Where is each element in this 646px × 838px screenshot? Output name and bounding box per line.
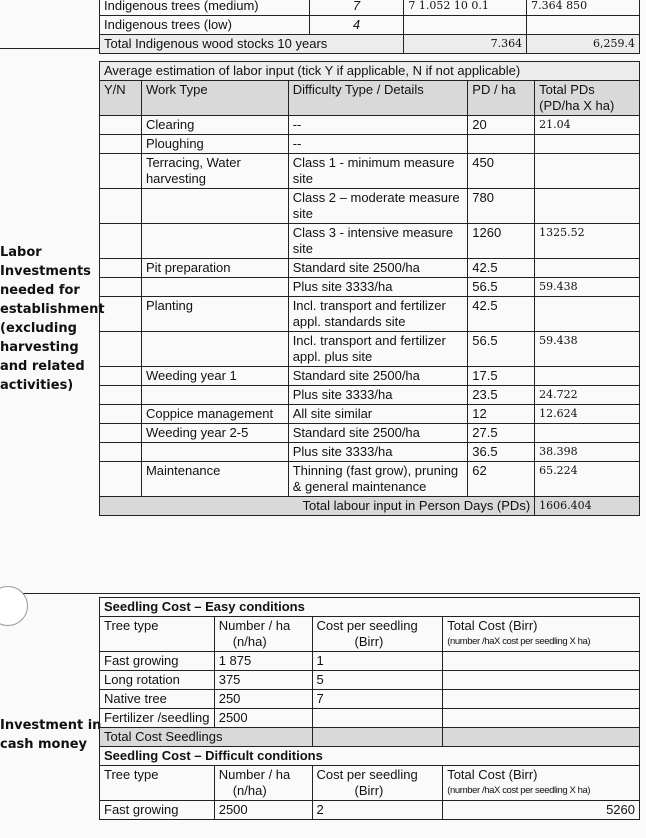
cost-cell: 2: [312, 801, 443, 820]
total-pd-cell: [535, 135, 640, 154]
labor-title: Average estimation of labor input (tick Y if applicable, N if not applicable): [100, 62, 640, 81]
table-row: [100, 278, 640, 297]
header-tree-type: Tree type: [100, 766, 215, 801]
total-cost-cell: [443, 709, 640, 728]
header-total-cost: Total Cost (Birr) (number /haX cost per seedling X ha): [443, 766, 640, 801]
difficulty-cell: Class 1 - minimum measure site: [288, 154, 468, 189]
table-row: [100, 116, 640, 135]
table-row: [100, 801, 640, 820]
table-row: [100, 690, 640, 709]
labor-total-label: Total labour input in Person Days (PDs): [100, 497, 535, 516]
table-row: [100, 259, 640, 278]
work-type-cell: Planting: [141, 297, 288, 332]
table-row: [100, 16, 640, 35]
total-pd-cell: [535, 154, 640, 189]
total-pd-cell: 59.438: [535, 332, 640, 367]
table-row: [100, 462, 640, 497]
yn-cell: [100, 443, 142, 462]
pd-cell: 1260: [468, 224, 535, 259]
pd-cell: 780: [468, 189, 535, 224]
yn-cell: [100, 297, 142, 332]
work-type-cell: [141, 332, 288, 367]
yn-cell: [100, 462, 142, 497]
total-pd-cell: 24.722: [535, 386, 640, 405]
pd-cell: 56.5: [468, 332, 535, 367]
header-work-type: Work Type: [141, 81, 288, 116]
labor-total-value: 1606.404: [535, 497, 640, 516]
table-row: [100, 386, 640, 405]
row-total: 7.364 850: [527, 0, 640, 16]
yn-cell: [100, 332, 142, 367]
total-pd-cell: [535, 367, 640, 386]
work-type-cell: [141, 386, 288, 405]
row-number: 4: [309, 16, 404, 35]
row-total: [527, 16, 640, 35]
total-pd-cell: [535, 189, 640, 224]
number-cell: 250: [214, 690, 312, 709]
header-tree-type: Tree type: [100, 617, 215, 652]
header-number: Number / ha (n/ha): [214, 766, 312, 801]
pd-cell: 20: [468, 116, 535, 135]
work-type-cell: Weeding year 2-5: [141, 424, 288, 443]
table-row: [100, 443, 640, 462]
difficulty-cell: Plus site 3333/ha: [288, 443, 468, 462]
table-row: [100, 424, 640, 443]
difficulty-cell: Standard site 2500/ha: [288, 259, 468, 278]
yn-cell: [100, 367, 142, 386]
yn-cell: [100, 278, 142, 297]
difficulty-cell: Class 2 – moderate measure site: [288, 189, 468, 224]
difficulty-cell: All site similar: [288, 405, 468, 424]
difficulty-cell: --: [288, 116, 468, 135]
header-cost: Cost per seedling (Birr): [312, 766, 443, 801]
difficult-rows: [100, 801, 640, 820]
total-pd-cell: [535, 297, 640, 332]
difficulty-cell: Plus site 3333/ha: [288, 278, 468, 297]
wood-stock-table: [99, 0, 640, 54]
table-row: [100, 135, 640, 154]
table-row: [100, 224, 640, 259]
header-number: Number / ha (n/ha): [214, 617, 312, 652]
difficult-title-row: [100, 747, 640, 766]
pd-cell: 56.5: [468, 278, 535, 297]
cost-cell: 5: [312, 671, 443, 690]
cost-cell: [312, 709, 443, 728]
total-wood-row: [100, 35, 640, 54]
yn-cell: [100, 259, 142, 278]
row-number: 7: [309, 0, 404, 16]
yn-cell: [100, 224, 142, 259]
number-cell: 1 875: [214, 652, 312, 671]
yn-cell: [100, 135, 142, 154]
total-wood-value-2: 6,259.4: [527, 35, 640, 54]
total-pd-cell: 12.624: [535, 405, 640, 424]
difficult-header-row: [100, 766, 640, 801]
total-cost-cell: [443, 671, 640, 690]
work-type-cell: Coppice management: [141, 405, 288, 424]
easy-title: Seedling Cost – Easy conditions: [100, 598, 640, 617]
tree-type-cell: Long rotation: [100, 671, 215, 690]
pd-cell: 17.5: [468, 367, 535, 386]
labor-header-row: [100, 81, 640, 116]
difficulty-cell: Plus site 3333/ha: [288, 386, 468, 405]
table-row: [100, 367, 640, 386]
total-wood-label: Total Indigenous wood stocks 10 years: [100, 35, 404, 54]
table-row: [100, 189, 640, 224]
labor-total-row: [100, 497, 640, 516]
number-cell: 2500: [214, 801, 312, 820]
easy-header-row: [100, 617, 640, 652]
table-row: [100, 652, 640, 671]
yn-cell: [100, 189, 142, 224]
yn-cell: [100, 405, 142, 424]
header-total-cost: Total Cost (Birr) (number /haX cost per seedling X ha): [443, 617, 640, 652]
header-total-pds: Total PDs (PD/ha X ha): [535, 81, 640, 116]
work-type-cell: [141, 189, 288, 224]
divider-line: [0, 593, 640, 594]
difficulty-cell: Standard site 2500/ha: [288, 424, 468, 443]
work-type-cell: [141, 443, 288, 462]
labor-title-row: [100, 62, 640, 81]
yn-cell: [100, 116, 142, 135]
labor-rows: [100, 116, 640, 497]
tree-type-cell: Fast growing: [100, 652, 215, 671]
header-cost: Cost per seedling (Birr): [312, 617, 443, 652]
pd-cell: 23.5: [468, 386, 535, 405]
difficult-title: Seedling Cost – Difficult conditions: [100, 747, 640, 766]
tree-type-cell: Native tree: [100, 690, 215, 709]
work-type-cell: Clearing: [141, 116, 288, 135]
table-row: [100, 405, 640, 424]
yn-cell: [100, 386, 142, 405]
total-pd-cell: 38.398: [535, 443, 640, 462]
pd-cell: 27.5: [468, 424, 535, 443]
work-type-cell: Pit preparation: [141, 259, 288, 278]
seedling-cost-table: [99, 597, 640, 820]
table-row: [100, 297, 640, 332]
pd-cell: 36.5: [468, 443, 535, 462]
total-pd-cell: 59.438: [535, 278, 640, 297]
number-cell: 2500: [214, 709, 312, 728]
table-row: [100, 332, 640, 367]
yn-cell: [100, 424, 142, 443]
work-type-cell: [141, 224, 288, 259]
labor-side-label: Labor Investments needed for establishment (excluding harvesting and related activities): [0, 245, 105, 393]
yn-cell: [100, 154, 142, 189]
punch-hole: [0, 586, 28, 626]
work-type-cell: Maintenance: [141, 462, 288, 497]
pd-cell: 42.5: [468, 297, 535, 332]
row-calc: [404, 16, 527, 35]
easy-total-row: [100, 728, 640, 747]
total-pd-cell: 1325.52: [535, 224, 640, 259]
total-pd-cell: 65.224: [535, 462, 640, 497]
total-pd-cell: [535, 424, 640, 443]
difficulty-cell: Incl. transport and fertilizer appl. standards site: [288, 297, 468, 332]
easy-rows: [100, 652, 640, 728]
difficulty-cell: Incl. transport and fertilizer appl. plus site: [288, 332, 468, 367]
table-row: [100, 671, 640, 690]
cost-cell: 7: [312, 690, 443, 709]
table-row: [100, 709, 640, 728]
pd-cell: 450: [468, 154, 535, 189]
row-calc: 7 1.052 10 0.1: [404, 0, 527, 16]
total-cost-cell: [443, 690, 640, 709]
easy-title-row: [100, 598, 640, 617]
work-type-cell: Ploughing: [141, 135, 288, 154]
header-yn: Y/N: [100, 81, 142, 116]
difficulty-cell: --: [288, 135, 468, 154]
cash-side-label: Investment in cash money: [0, 718, 102, 752]
header-pd-ha: PD / ha: [468, 81, 535, 116]
work-type-cell: Terracing, Water harvesting: [141, 154, 288, 189]
easy-total-label: Total Cost Seedlings: [100, 728, 313, 747]
pd-cell: 62: [468, 462, 535, 497]
labor-table: [99, 61, 640, 516]
total-pd-cell: [535, 259, 640, 278]
divider-line: [0, 48, 100, 49]
pd-cell: 12: [468, 405, 535, 424]
tree-type-cell: Fertilizer /seedling: [100, 709, 215, 728]
work-type-cell: Weeding year 1: [141, 367, 288, 386]
number-cell: 375: [214, 671, 312, 690]
total-pd-cell: 21.04: [535, 116, 640, 135]
row-label: Indigenous trees (medium): [100, 0, 310, 16]
total-cost-cell: 5260: [443, 801, 640, 820]
table-row: [100, 0, 640, 16]
difficulty-cell: Standard site 2500/ha: [288, 367, 468, 386]
difficulty-cell: Class 3 - intensive measure site: [288, 224, 468, 259]
difficulty-cell: Thinning (fast grow), pruning & general maintenance: [288, 462, 468, 497]
row-label: Indigenous trees (low): [100, 16, 310, 35]
cost-cell: 1: [312, 652, 443, 671]
tree-type-cell: Fast growing: [100, 801, 215, 820]
header-difficulty: Difficulty Type / Details: [288, 81, 468, 116]
work-type-cell: [141, 278, 288, 297]
pd-cell: [468, 135, 535, 154]
pd-cell: 42.5: [468, 259, 535, 278]
table-row: [100, 154, 640, 189]
total-cost-cell: [443, 652, 640, 671]
total-wood-value-1: 7.364: [404, 35, 527, 54]
